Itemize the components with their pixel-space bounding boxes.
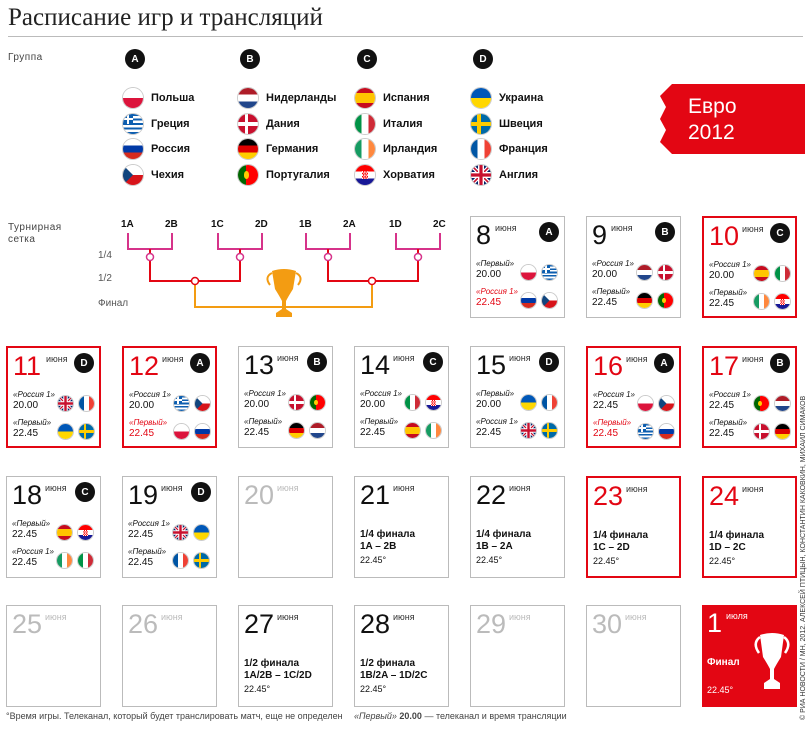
day-cell-24 [702, 476, 797, 578]
tv-channel: «Первый» [593, 418, 632, 427]
italy-flag-icon [774, 265, 791, 282]
day-number: 18 [12, 480, 43, 510]
day-number: 30 [592, 609, 623, 639]
tv-channel: «Первый» [13, 418, 52, 427]
match [709, 390, 797, 416]
russia-flag-icon [122, 138, 144, 160]
match [593, 390, 681, 416]
knockout-stage: 1/4 финала 1B – 2A [476, 529, 532, 552]
group-badge-c: C [357, 49, 377, 69]
team-row [470, 164, 538, 186]
match [709, 288, 797, 314]
team-row [237, 113, 300, 135]
match [128, 547, 216, 573]
sweden-flag-icon [78, 423, 95, 440]
tv-channel: «Первый» [709, 418, 748, 427]
bracket-slot-label: 2B [165, 219, 178, 230]
match [592, 287, 680, 313]
croatia-flag-icon [425, 394, 442, 411]
match-time: 22.45 [12, 529, 38, 540]
group-badge-b: B [240, 49, 260, 69]
team-name: Хорватия [383, 169, 435, 181]
tv-channel: «Россия 1» [129, 390, 171, 399]
denmark-flag-icon [753, 423, 770, 440]
ukraine-flag-icon [520, 394, 537, 411]
ukraine-flag-icon [193, 524, 210, 541]
ireland-flag-icon [425, 422, 442, 439]
day-number: 16 [593, 351, 624, 381]
ireland-flag-icon [753, 293, 770, 310]
tv-channel: «Первый» [476, 259, 515, 268]
match-time: 22.45 [128, 529, 154, 540]
tv-channel: «Россия 1» [12, 547, 54, 556]
germany-flag-icon [288, 422, 305, 439]
ireland-flag-icon [56, 552, 73, 569]
month-label: июня [45, 612, 67, 622]
month-label: июня [626, 354, 648, 364]
team-row [237, 138, 318, 160]
match [709, 418, 797, 444]
netherlands-flag-icon [237, 87, 259, 109]
greece-flag-icon [122, 113, 144, 135]
england-flag-icon [57, 395, 74, 412]
month-label: июня [161, 483, 183, 493]
czech-flag-icon [541, 292, 558, 309]
team-name: Германия [266, 143, 319, 155]
day-cell-15 [470, 346, 565, 448]
month-label: июня [509, 612, 531, 622]
tv-channel: «Первый» [709, 288, 748, 297]
portugal-flag-icon [753, 395, 770, 412]
match-time: 20.00 [13, 400, 39, 411]
match-time: 20.00 [709, 270, 735, 281]
day-cell-28 [354, 605, 449, 707]
match [476, 389, 564, 415]
month-label: июня [393, 353, 415, 363]
month-label: июня [393, 612, 415, 622]
month-label: июня [742, 484, 764, 494]
day-number: 8 [476, 220, 492, 250]
group-badge-a: A [654, 353, 674, 373]
group-badge-c: C [770, 223, 790, 243]
match-time: 22.45 [593, 428, 619, 439]
england-flag-icon [470, 164, 492, 186]
month-label: июня [45, 483, 67, 493]
italy-flag-icon [354, 113, 376, 135]
knockout-time: 22.45° [709, 556, 736, 566]
day-cell-12 [122, 346, 217, 448]
tv-channel: «Россия 1» [244, 389, 286, 398]
russia-flag-icon [194, 423, 211, 440]
bracket-slot-label: 1D [389, 219, 402, 230]
team-name: Швеция [499, 118, 543, 130]
knockout-stage: Финал [707, 657, 740, 668]
team-name: Нидерланды [266, 92, 337, 104]
spain-flag-icon [354, 87, 376, 109]
tv-channel: «Первый» [476, 389, 515, 398]
bracket-slot-label: 2C [433, 219, 446, 230]
poland-flag-icon [520, 264, 537, 281]
match [12, 519, 100, 545]
match [13, 390, 101, 416]
month-label: июня [277, 612, 299, 622]
tv-channel: «Россия 1» [13, 390, 55, 399]
day-number: 10 [709, 221, 740, 251]
match [476, 287, 564, 313]
match [593, 418, 681, 444]
day-number: 27 [244, 609, 275, 639]
day-cell-25 [6, 605, 101, 707]
netherlands-flag-icon [309, 422, 326, 439]
group-badge-c: C [75, 482, 95, 502]
knockout-time: 22.45° [360, 684, 387, 694]
day-cell-30 [586, 605, 681, 707]
month-label: июня [626, 484, 648, 494]
tv-channel: «Россия 1» [593, 390, 635, 399]
tv-channel: «Россия 1» [592, 259, 634, 268]
day-number: 21 [360, 480, 391, 510]
group-badge-b: B [655, 222, 675, 242]
match [128, 519, 216, 545]
team-name: Португалия [266, 169, 330, 181]
day-cell-10 [702, 216, 797, 318]
day-cell-19 [122, 476, 217, 578]
day-number: 24 [709, 481, 740, 511]
germany-flag-icon [636, 292, 653, 309]
group-label: Группа [8, 52, 43, 63]
day-cell-20 [238, 476, 333, 578]
month-label: июня [509, 483, 531, 493]
group-badge-d: D [473, 49, 493, 69]
tournament-bracket [0, 195, 460, 325]
tv-channel: «Первый» [244, 417, 283, 426]
ireland-flag-icon [354, 138, 376, 160]
italy-flag-icon [404, 394, 421, 411]
footnote-legend: «Первый» 20.00 — телеканал и время трансляции [354, 711, 567, 721]
match-time: 20.00 [129, 400, 155, 411]
match-time: 20.00 [360, 399, 386, 410]
month-label: июля [726, 611, 748, 621]
round-final-label: Финал [98, 298, 129, 309]
day-number: 19 [128, 480, 159, 510]
day-number: 14 [360, 350, 391, 380]
greece-flag-icon [541, 264, 558, 281]
month-label: июня [162, 354, 184, 364]
portugal-flag-icon [309, 394, 326, 411]
match [476, 417, 564, 443]
france-flag-icon [541, 394, 558, 411]
round-semi-label: 1/2 [98, 273, 112, 284]
month-label: июня [625, 612, 647, 622]
day-number: 9 [592, 220, 608, 250]
team-row [354, 113, 423, 135]
day-number: 22 [476, 480, 507, 510]
team-name: Ирландия [383, 143, 438, 155]
match-time: 22.45 [476, 297, 502, 308]
bracket-slot-label: 2A [343, 219, 356, 230]
france-flag-icon [78, 395, 95, 412]
team-name: Италия [383, 118, 423, 130]
match [360, 417, 448, 443]
russia-flag-icon [520, 292, 537, 309]
day-number: 13 [244, 350, 275, 380]
day-cell-16 [586, 346, 681, 448]
day-number: 25 [12, 609, 43, 639]
group-badge-b: B [307, 352, 327, 372]
tv-channel: «Первый» [360, 417, 399, 426]
group-badge-d: D [191, 482, 211, 502]
group-badge-a: A [190, 353, 210, 373]
group-badge-a: A [125, 49, 145, 69]
poland-flag-icon [122, 87, 144, 109]
day-number: 20 [244, 480, 275, 510]
ukraine-flag-icon [57, 423, 74, 440]
team-row [470, 138, 548, 160]
match-time: 22.45 [709, 428, 735, 439]
group-badge-b: B [770, 353, 790, 373]
team-row [122, 113, 190, 135]
round-quarter-label: 1/4 [98, 250, 112, 261]
day-cell-13 [238, 346, 333, 448]
day-number: 28 [360, 609, 391, 639]
knockout-time: 22.45° [476, 555, 503, 565]
day-number: 15 [476, 350, 507, 380]
month-label: июня [277, 353, 299, 363]
team-row [122, 87, 194, 109]
match-time: 22.45 [709, 400, 735, 411]
knockout-time: 22.45° [360, 555, 387, 565]
spain-flag-icon [404, 422, 421, 439]
match [592, 259, 680, 285]
match [13, 418, 101, 444]
day-cell-21 [354, 476, 449, 578]
match-time: 22.45 [244, 427, 270, 438]
match-time: 22.45 [129, 428, 155, 439]
knockout-stage: 1/4 финала 1A – 2B [360, 529, 416, 552]
sweden-flag-icon [470, 113, 492, 135]
greece-flag-icon [173, 395, 190, 412]
team-row [470, 113, 543, 135]
euro-2012-logo-text: Евро 2012 [688, 95, 737, 144]
group-badge-a: A [539, 222, 559, 242]
month-label: июня [509, 353, 531, 363]
netherlands-flag-icon [774, 395, 791, 412]
tv-channel: «Россия 1» [709, 260, 751, 269]
denmark-flag-icon [288, 394, 305, 411]
bracket-label-line1: Турнирная [8, 222, 62, 233]
portugal-flag-icon [657, 292, 674, 309]
germany-flag-icon [237, 138, 259, 160]
match-time: 22.45 [593, 400, 619, 411]
match-time: 22.45 [360, 427, 386, 438]
tv-channel: «Первый» [128, 547, 167, 556]
knockout-stage: 1/2 финала 1B/2A – 1D/2C [360, 658, 428, 681]
title-divider [8, 36, 803, 37]
denmark-flag-icon [237, 113, 259, 135]
tv-channel: «Первый» [12, 519, 51, 528]
day-cell-1 [702, 605, 797, 707]
month-label: июня [742, 354, 764, 364]
day-cell-22 [470, 476, 565, 578]
team-row [237, 164, 330, 186]
trophy-icon [752, 631, 792, 691]
day-cell-27 [238, 605, 333, 707]
knockout-stage: 1/4 финала 1C – 2D [593, 530, 649, 553]
france-flag-icon [172, 552, 189, 569]
team-name: Дания [266, 118, 300, 130]
match-time: 20.00 [244, 399, 270, 410]
match-time: 22.45 [709, 298, 735, 309]
bracket-slot-label: 1B [299, 219, 312, 230]
month-label: июня [161, 612, 183, 622]
team-name: Россия [151, 143, 191, 155]
match [476, 259, 564, 285]
month-label: июня [277, 483, 299, 493]
day-cell-29 [470, 605, 565, 707]
match [244, 389, 332, 415]
footnote-time: °Время игры. Телеканал, который будет транслировать матч, еще не определен [6, 711, 343, 721]
match [360, 389, 448, 415]
team-row [354, 87, 430, 109]
tv-channel: «Россия 1» [476, 287, 518, 296]
czech-flag-icon [122, 164, 144, 186]
month-label: июня [495, 223, 517, 233]
match [12, 547, 100, 573]
group-badge-d: D [74, 353, 94, 373]
germany-flag-icon [774, 423, 791, 440]
match-time: 22.45 [476, 427, 502, 438]
tv-channel: «Россия 1» [128, 519, 170, 528]
match-time: 20.00 [476, 269, 502, 280]
match [244, 417, 332, 443]
day-cell-26 [122, 605, 217, 707]
greece-flag-icon [637, 423, 654, 440]
day-number: 26 [128, 609, 159, 639]
denmark-flag-icon [657, 264, 674, 281]
day-number: 17 [709, 351, 740, 381]
bracket-label-line2: сетка [8, 234, 36, 245]
match-time: 22.45 [128, 557, 154, 568]
tv-channel: «Первый» [129, 418, 168, 427]
match-time: 22.45 [12, 557, 38, 568]
portugal-flag-icon [237, 164, 259, 186]
knockout-stage: 1/2 финала 1A/2B – 1C/2D [244, 658, 312, 681]
page-title: Расписание игр и трансляций [8, 4, 323, 31]
poland-flag-icon [637, 395, 654, 412]
match-time: 22.45 [592, 297, 618, 308]
credit-line: © РИА НОВОСТИ / МН, 2012. АЛЕКСЕЙ ПТИЦЫН, КОНСТАНТИН КАКОВКИН, МИХАИЛ СИМАКОВ [800, 395, 807, 720]
spain-flag-icon [56, 524, 73, 541]
team-name: Чехия [151, 169, 184, 181]
day-number: 29 [476, 609, 507, 639]
bracket-slot-label: 2D [255, 219, 268, 230]
month-label: июня [393, 483, 415, 493]
day-cell-17 [702, 346, 797, 448]
team-name: Англия [499, 169, 539, 181]
knockout-time: 22.45° [593, 556, 620, 566]
sweden-flag-icon [541, 422, 558, 439]
team-name: Украина [499, 92, 544, 104]
team-row [122, 138, 190, 160]
spain-flag-icon [753, 265, 770, 282]
team-name: Греция [151, 118, 190, 130]
knockout-time: 22.45° [707, 685, 734, 695]
month-label: июня [742, 224, 764, 234]
day-number: 11 [13, 351, 42, 381]
tv-channel: «Первый» [592, 287, 631, 296]
match-time: 20.00 [592, 269, 618, 280]
bracket-quarter-lines [128, 233, 440, 249]
team-row [122, 164, 184, 186]
netherlands-flag-icon [636, 264, 653, 281]
england-flag-icon [520, 422, 537, 439]
group-badge-d: D [539, 352, 559, 372]
team-name: Испания [383, 92, 430, 104]
match-time: 20.00 [476, 399, 502, 410]
team-row [354, 164, 435, 186]
ukraine-flag-icon [470, 87, 492, 109]
russia-flag-icon [658, 423, 675, 440]
day-cell-8 [470, 216, 565, 318]
team-name: Польша [151, 92, 195, 104]
tv-channel: «Россия 1» [360, 389, 402, 398]
month-label: июня [611, 223, 633, 233]
day-number: 1 [707, 608, 723, 638]
knockout-stage: 1/4 финала 1D – 2C [709, 530, 765, 553]
match [709, 260, 797, 286]
day-cell-18 [6, 476, 101, 578]
match [129, 390, 217, 416]
team-row [237, 87, 336, 109]
team-row [470, 87, 543, 109]
day-number: 23 [593, 481, 624, 511]
czech-flag-icon [658, 395, 675, 412]
tv-channel: «Россия 1» [709, 390, 751, 399]
bracket-slot-label: 1C [211, 219, 224, 230]
day-cell-9 [586, 216, 681, 318]
trophy-icon [267, 269, 300, 317]
group-badge-c: C [423, 352, 443, 372]
croatia-flag-icon [354, 164, 376, 186]
italy-flag-icon [77, 552, 94, 569]
day-number: 12 [129, 351, 160, 381]
sweden-flag-icon [193, 552, 210, 569]
team-name: Франция [499, 143, 548, 155]
month-label: июня [46, 354, 68, 364]
croatia-flag-icon [774, 293, 791, 310]
tv-channel: «Россия 1» [476, 417, 518, 426]
day-cell-23 [586, 476, 681, 578]
poland-flag-icon [173, 423, 190, 440]
england-flag-icon [172, 524, 189, 541]
match [129, 418, 217, 444]
day-cell-14 [354, 346, 449, 448]
day-cell-11 [6, 346, 101, 448]
match-time: 22.45 [13, 428, 39, 439]
team-row [354, 138, 437, 160]
france-flag-icon [470, 138, 492, 160]
czech-flag-icon [194, 395, 211, 412]
bracket-slot-label: 1A [121, 219, 134, 230]
croatia-flag-icon [77, 524, 94, 541]
knockout-time: 22.45° [244, 684, 271, 694]
